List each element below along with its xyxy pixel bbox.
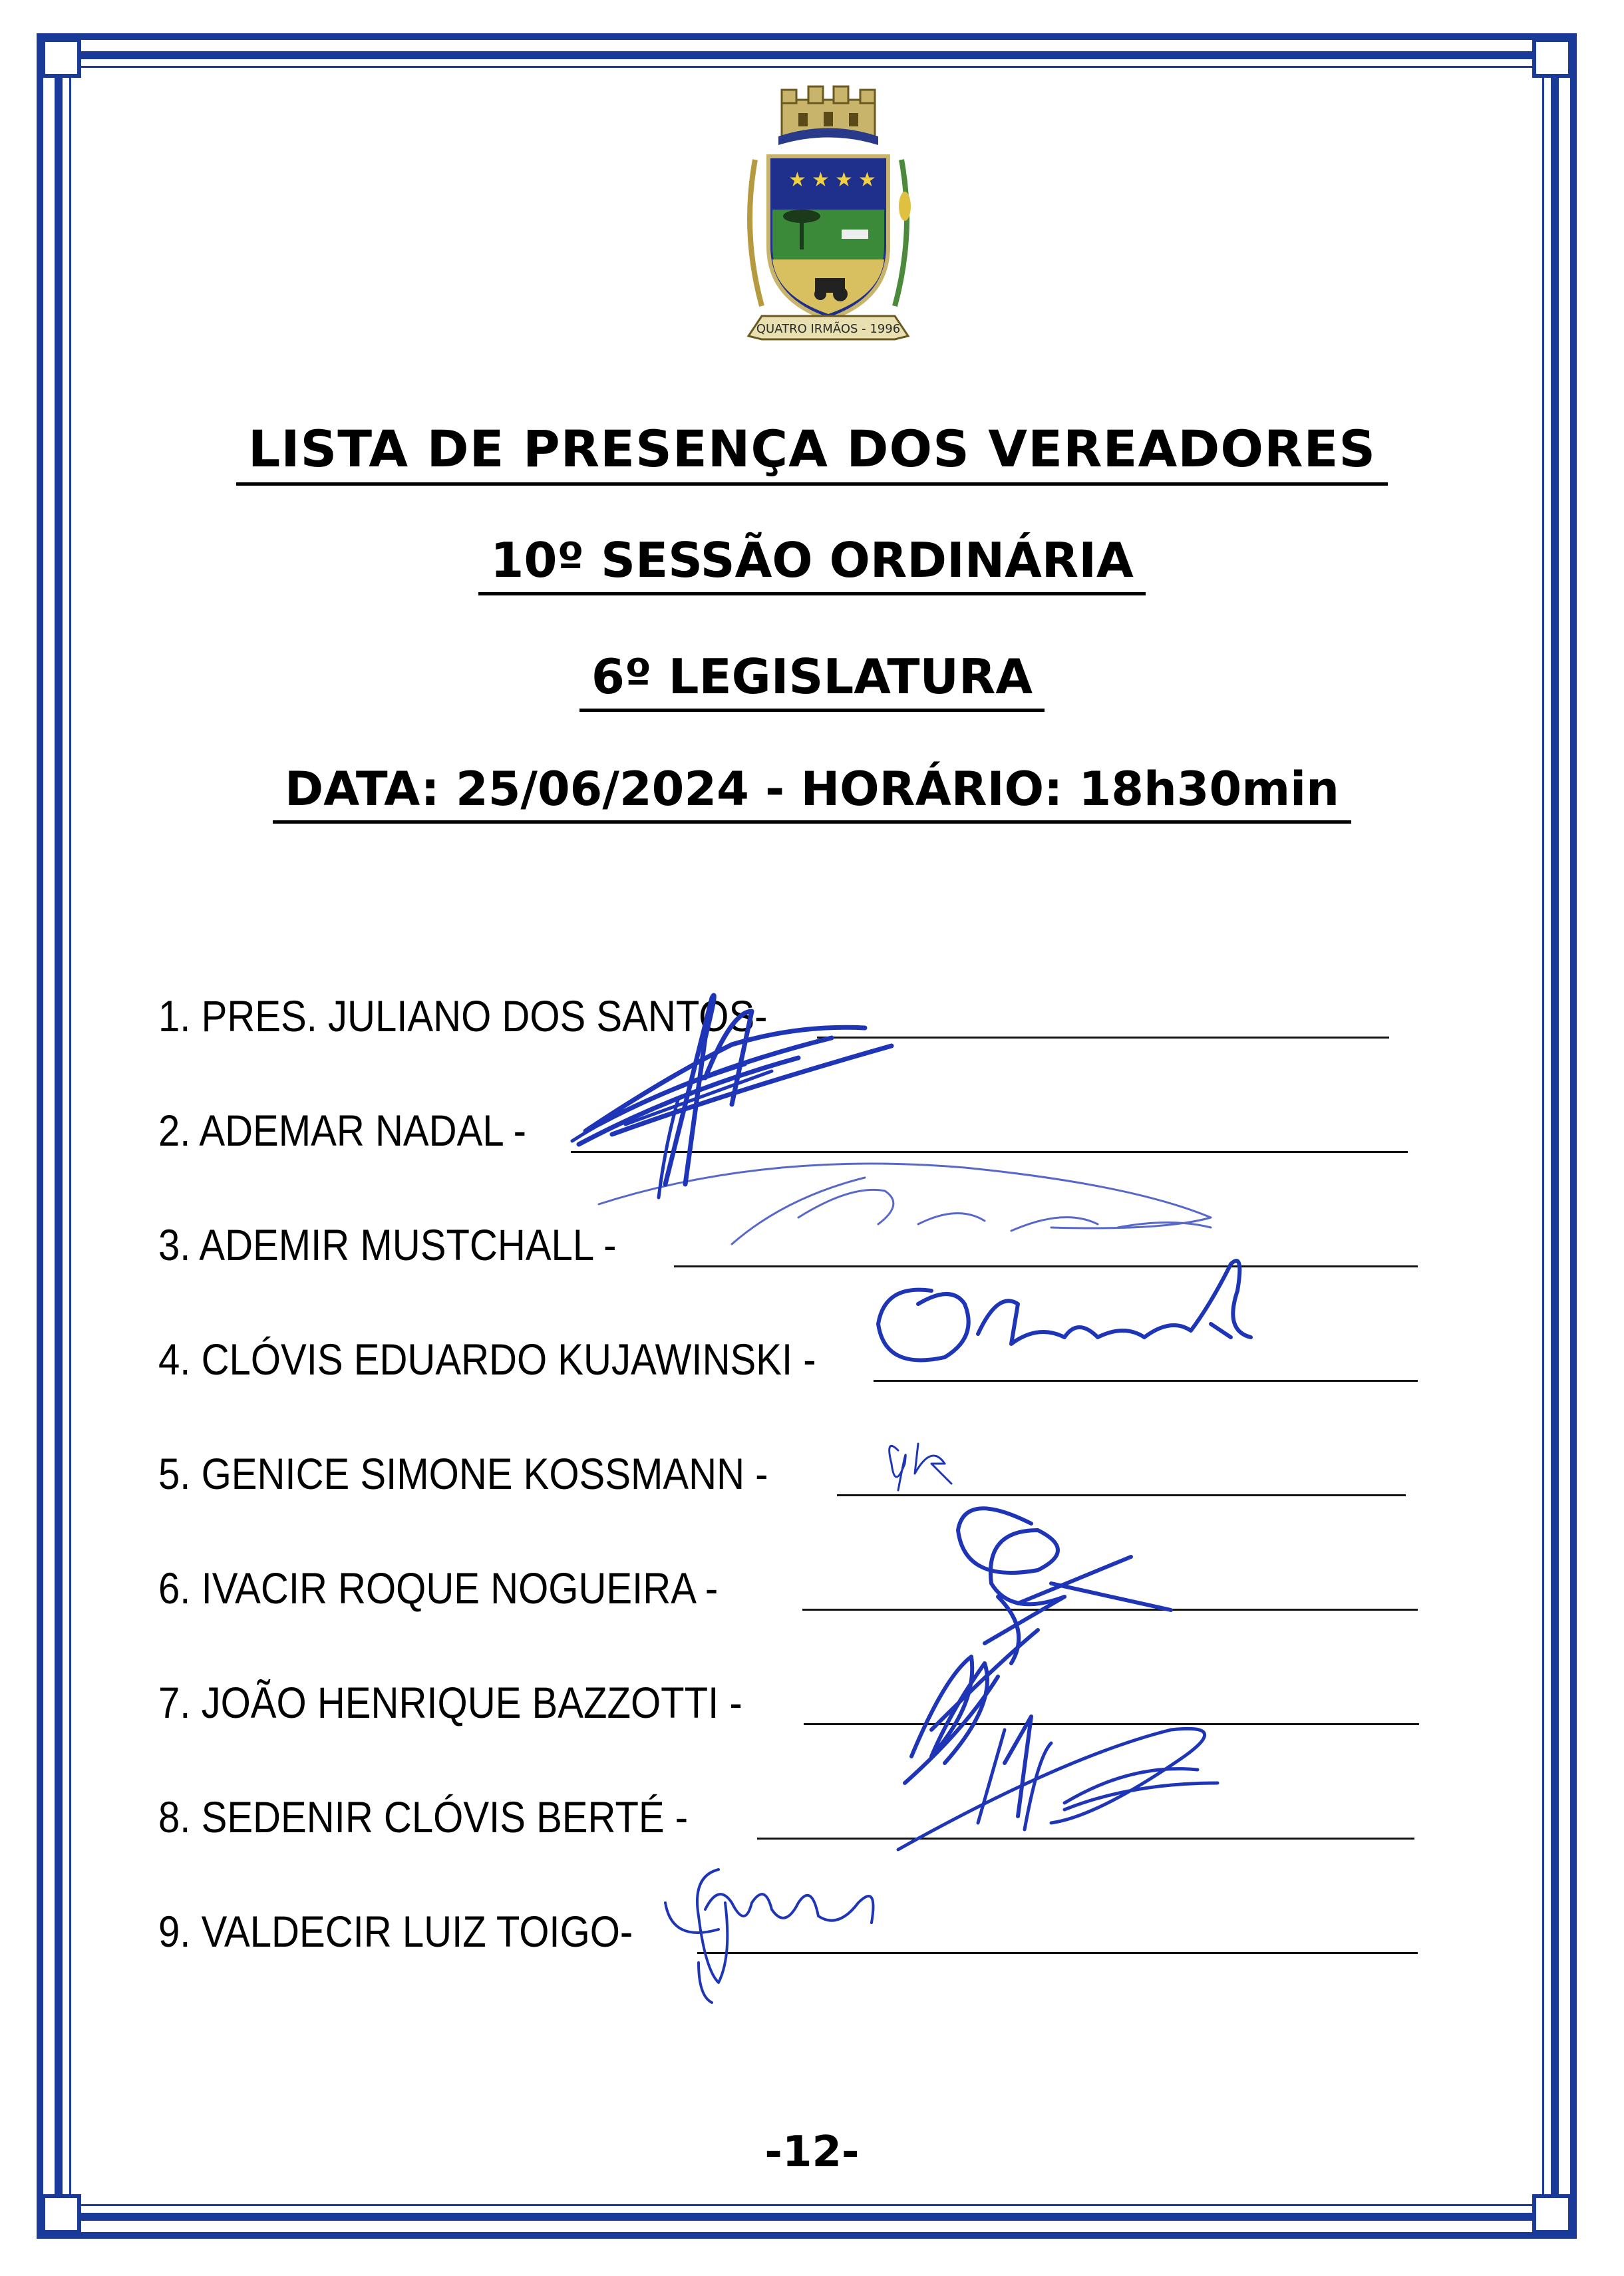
crest-banner-text: QUATRO IRMÃOS - 1996 (756, 322, 901, 336)
svg-text:★: ★ (812, 168, 830, 192)
list-item (158, 1759, 1422, 1842)
attendee-label: 4. CLÓVIS EDUARDO KUJAWINSKI - (158, 1335, 816, 1384)
svg-text:★: ★ (858, 168, 876, 192)
list-item (158, 1301, 1422, 1384)
session-title: 10º SESSÃO ORDINÁRIA (0, 532, 1624, 595)
list-item (158, 1416, 1422, 1496)
list-item (158, 1873, 1422, 1956)
signature-line (571, 1151, 1408, 1153)
document-title: LISTA DE PRESENÇA DOS VEREADORES (0, 419, 1624, 486)
attendee-label: 6. IVACIR ROQUE NOGUEIRA - (158, 1563, 719, 1613)
svg-text:★: ★ (788, 168, 806, 192)
municipal-coat-of-arms-icon (715, 80, 941, 366)
list-item (158, 958, 1422, 1041)
signature-line (837, 1494, 1406, 1496)
signature-line (817, 1037, 1389, 1039)
border-corner-ornament (1532, 2194, 1572, 2234)
attendee-label: 7. JOÃO HENRIQUE BAZZOTTI - (158, 1678, 742, 1727)
list-item (158, 1645, 1422, 1727)
border-corner-ornament (41, 38, 81, 78)
page-number: -12- (764, 2128, 860, 2177)
list-item (158, 1072, 1422, 1155)
border-corner-ornament (1532, 38, 1572, 78)
signature-line (697, 1952, 1418, 1954)
signature-line (802, 1609, 1418, 1611)
svg-text:★: ★ (835, 168, 853, 192)
legislature-title: 6º LEGISLATURA (0, 649, 1624, 712)
signature-line (674, 1265, 1418, 1267)
date-time-line: DATA: 25/06/2024 - HORÁRIO: 18h30min (0, 762, 1624, 824)
attendee-label: 1. PRES. JULIANO DOS SANTOS- (158, 991, 768, 1041)
attendee-label: 8. SEDENIR CLÓVIS BERTÉ - (158, 1792, 689, 1842)
signature-line (874, 1380, 1418, 1382)
attendee-label: 3. ADEMIR MUSTCHALL - (158, 1220, 617, 1269)
attendee-label: 9. VALDECIR LUIZ TOIGO- (158, 1907, 633, 1956)
list-item (158, 1530, 1422, 1613)
signature-line (804, 1723, 1419, 1725)
attendee-label: 2. ADEMAR NADAL - (158, 1106, 526, 1155)
signature-line (757, 1838, 1414, 1840)
attendee-label: 5. GENICE SIMONE KOSSMANN - (158, 1449, 768, 1498)
border-corner-ornament (41, 2194, 81, 2234)
list-item (158, 1187, 1422, 1267)
